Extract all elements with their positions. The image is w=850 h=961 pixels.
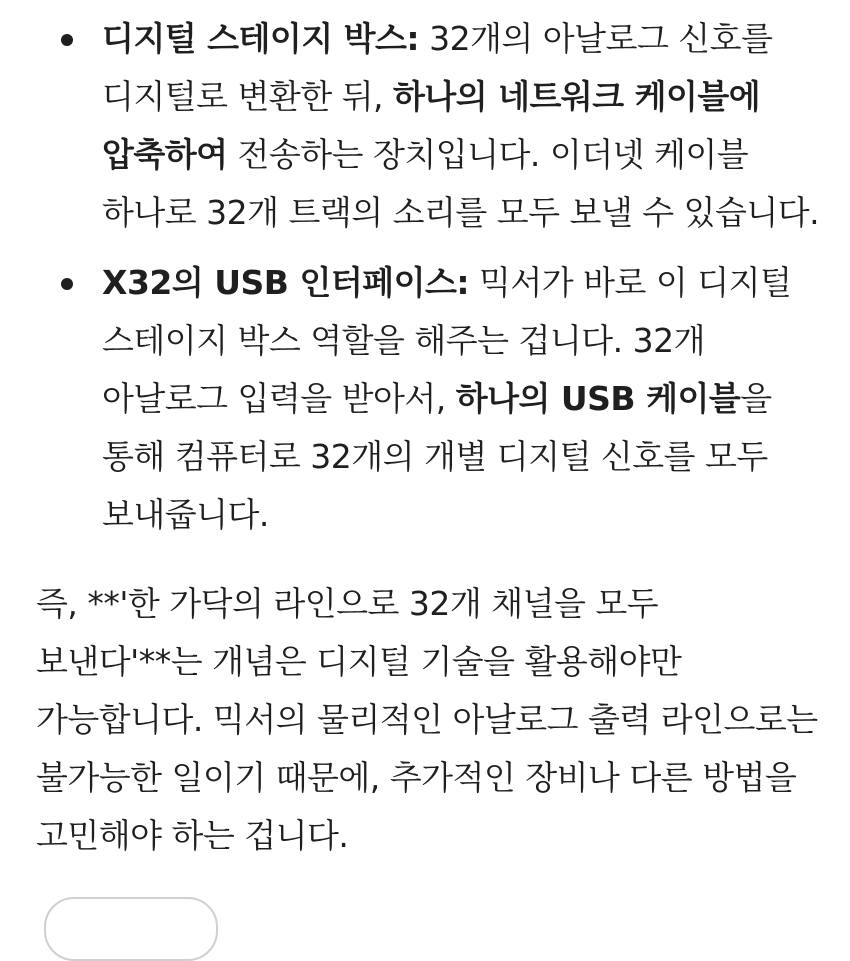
text-span: 을 <box>740 379 772 418</box>
summary-line: 가능합니다. 믹서의 물리적인 아날로그 출력 라인으로는 <box>36 700 818 739</box>
bullet-item-usb-interface <box>0 254 822 544</box>
bullet-line <box>102 428 822 486</box>
text-span: 보내줍니다. <box>102 495 269 534</box>
bullet-line <box>102 68 822 126</box>
text-span: 믹서가 바로 이 디지털 <box>469 263 792 302</box>
bullet-line <box>102 312 822 370</box>
bullet-line <box>102 254 822 312</box>
text-span: 하나로 32개 트랙의 소리를 모두 보낼 수 있습니다. <box>102 193 820 232</box>
bullet-line <box>102 184 822 242</box>
bullet-line <box>102 486 822 544</box>
bullet-line <box>102 370 822 428</box>
text-span: 아날로그 입력을 받아서, <box>102 379 456 418</box>
bullet-line <box>102 126 822 184</box>
bullet-dot-icon <box>61 278 73 290</box>
summary-line: 불가능한 일이기 때문에, 추가적인 장비나 다른 방법을 <box>36 758 797 797</box>
bullet-item-stage-box <box>0 10 822 242</box>
bold-phrase: 하나의 네트워크 케이블에 <box>392 77 761 116</box>
bold-phrase: 압축하여 <box>102 135 228 174</box>
bold-term: 디지털 스테이지 박스: <box>102 19 420 58</box>
bold-term: X32의 USB 인터페이스: <box>102 263 470 302</box>
text-span: 스테이지 박스 역할을 해주는 겁니다. 32개 <box>102 321 705 360</box>
action-chip-button[interactable] <box>44 897 218 961</box>
text-span: 전송하는 장치입니다. 이더넷 케이블 <box>227 135 749 174</box>
summary-line: 즉, **'한 가닥의 라인으로 32개 채널을 모두 <box>36 584 659 623</box>
summary-line: 고민해야 하는 겁니다. <box>36 816 349 855</box>
text-span: 32개의 아날로그 신호를 <box>419 19 773 58</box>
bold-phrase: 하나의 USB 케이블 <box>455 379 741 418</box>
summary-line: 보낸다'**는 개념은 디지털 기술을 활용해야만 <box>36 642 682 681</box>
bullet-line <box>102 10 822 68</box>
text-span: 디지털로 변환한 뒤, <box>102 77 393 116</box>
text-span: 통해 컴퓨터로 32개의 개별 디지털 신호를 모두 <box>102 437 768 476</box>
bullet-dot-icon <box>61 34 73 46</box>
summary-paragraph <box>36 575 836 865</box>
